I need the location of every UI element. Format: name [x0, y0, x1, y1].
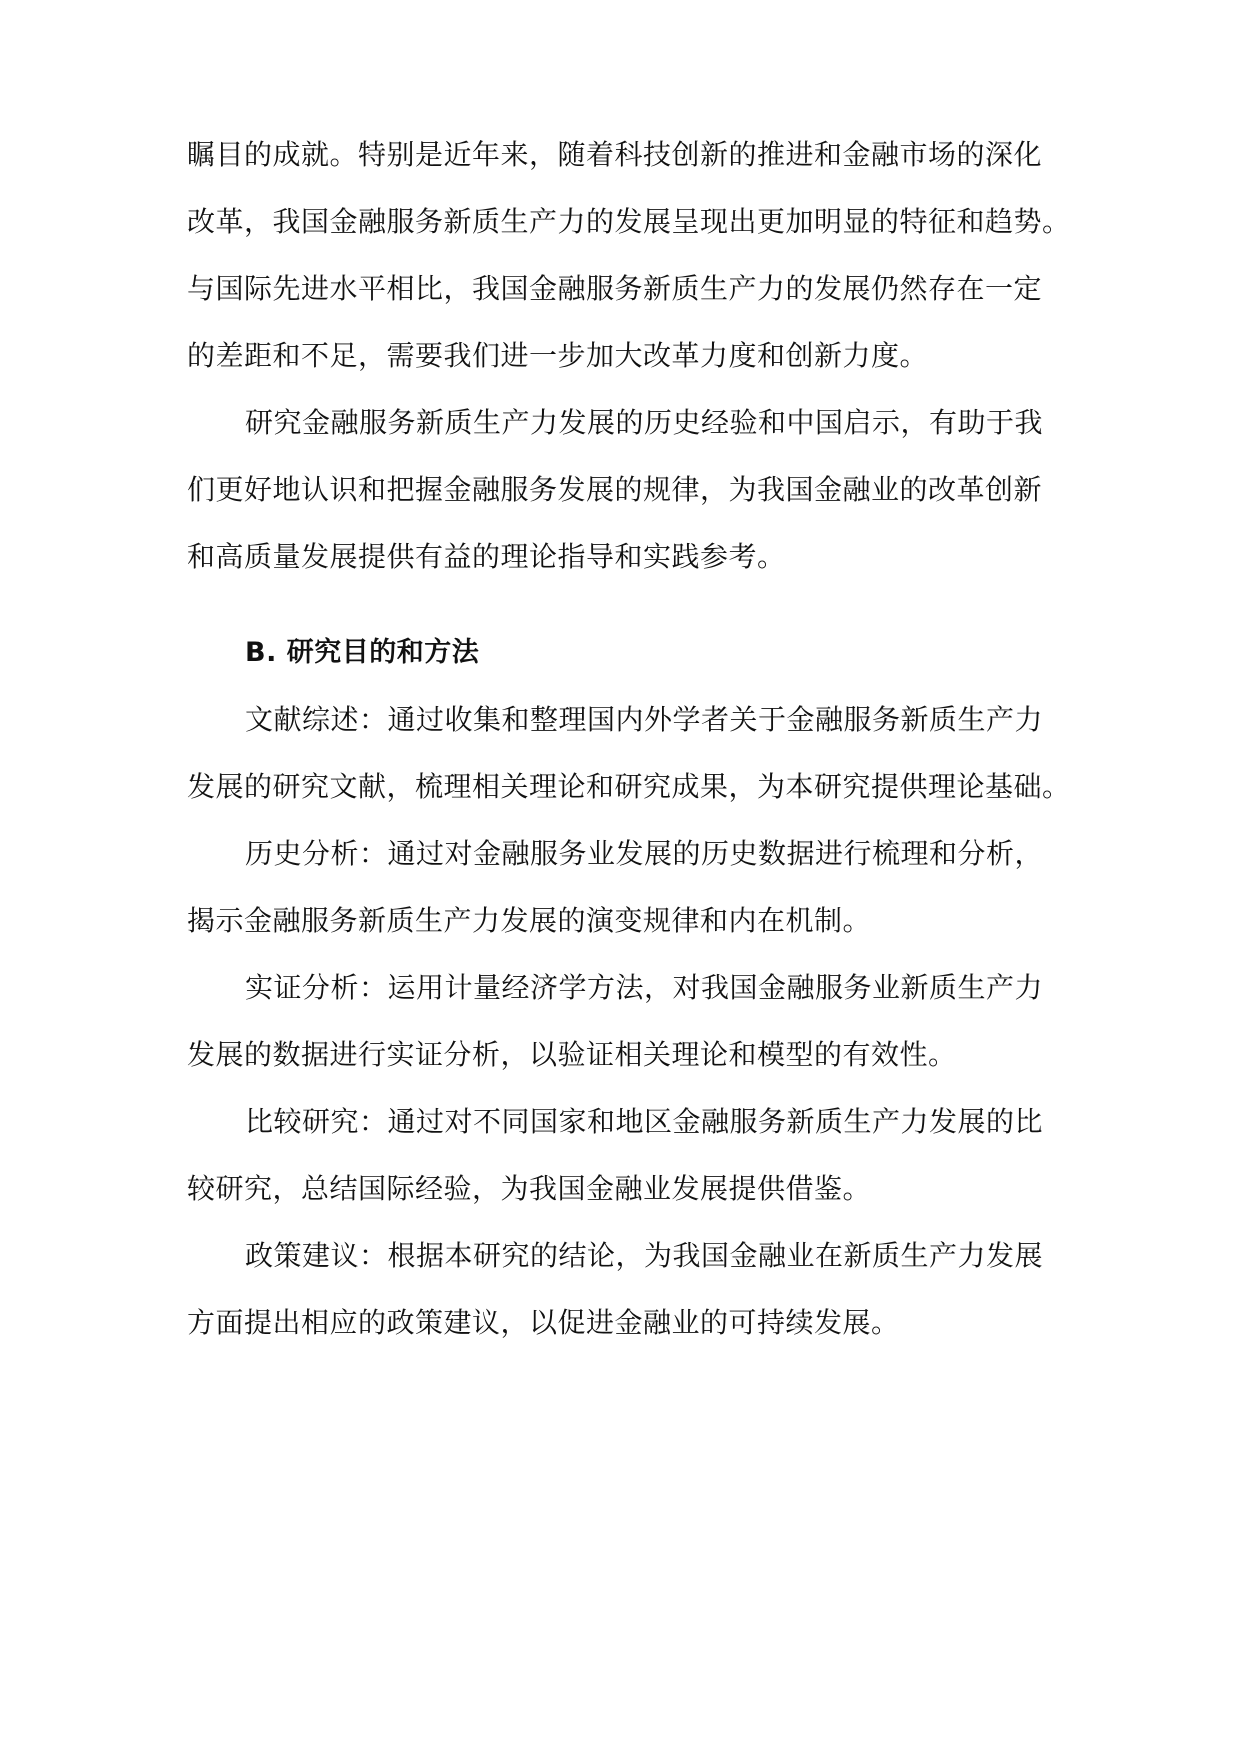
paragraph-1-line-2: 改革，我国金融服务新质生产力的发展呈现出更加明显的特征和趋势。	[187, 205, 1071, 238]
paragraph-2-line-3: 和高质量发展提供有益的理论指导和实践参考。	[187, 540, 786, 573]
section-heading: B. 研究目的和方法	[245, 637, 480, 668]
method-history-line-2: 揭示金融服务新质生产力发展的演变规律和内在机制。	[187, 904, 872, 937]
method-policy-line-2: 方面提出相应的政策建议，以促进金融业的可持续发展。	[187, 1306, 900, 1339]
method-literature-line-1: 文献综述：通过收集和整理国内外学者关于金融服务新质生产力	[245, 703, 1044, 736]
method-history-line-1: 历史分析：通过对金融服务业发展的历史数据进行梳理和分析，	[245, 837, 1044, 870]
paragraph-1-line-1: 瞩目的成就。特别是近年来，随着科技创新的推进和金融市场的深化	[187, 138, 1043, 171]
method-empirical-line-1: 实证分析：运用计量经济学方法，对我国金融服务业新质生产力	[245, 971, 1044, 1004]
method-comparative-line-2: 较研究，总结国际经验，为我国金融业发展提供借鉴。	[187, 1172, 872, 1205]
paragraph-2-line-1: 研究金融服务新质生产力发展的历史经验和中国启示，有助于我	[245, 406, 1044, 439]
paragraph-1-line-4: 的差距和不足，需要我们进一步加大改革力度和创新力度。	[187, 339, 929, 372]
paragraph-2-line-2: 们更好地认识和把握金融服务发展的规律，为我国金融业的改革创新	[187, 473, 1043, 506]
paragraph-1-line-3: 与国际先进水平相比，我国金融服务新质生产力的发展仍然存在一定	[187, 272, 1043, 305]
method-literature-line-2: 发展的研究文献，梳理相关理论和研究成果，为本研究提供理论基础。	[187, 770, 1071, 803]
method-comparative-line-1: 比较研究：通过对不同国家和地区金融服务新质生产力发展的比	[245, 1105, 1044, 1138]
method-policy-line-1: 政策建议：根据本研究的结论，为我国金融业在新质生产力发展	[245, 1239, 1044, 1272]
method-empirical-line-2: 发展的数据进行实证分析，以验证相关理论和模型的有效性。	[187, 1038, 957, 1071]
